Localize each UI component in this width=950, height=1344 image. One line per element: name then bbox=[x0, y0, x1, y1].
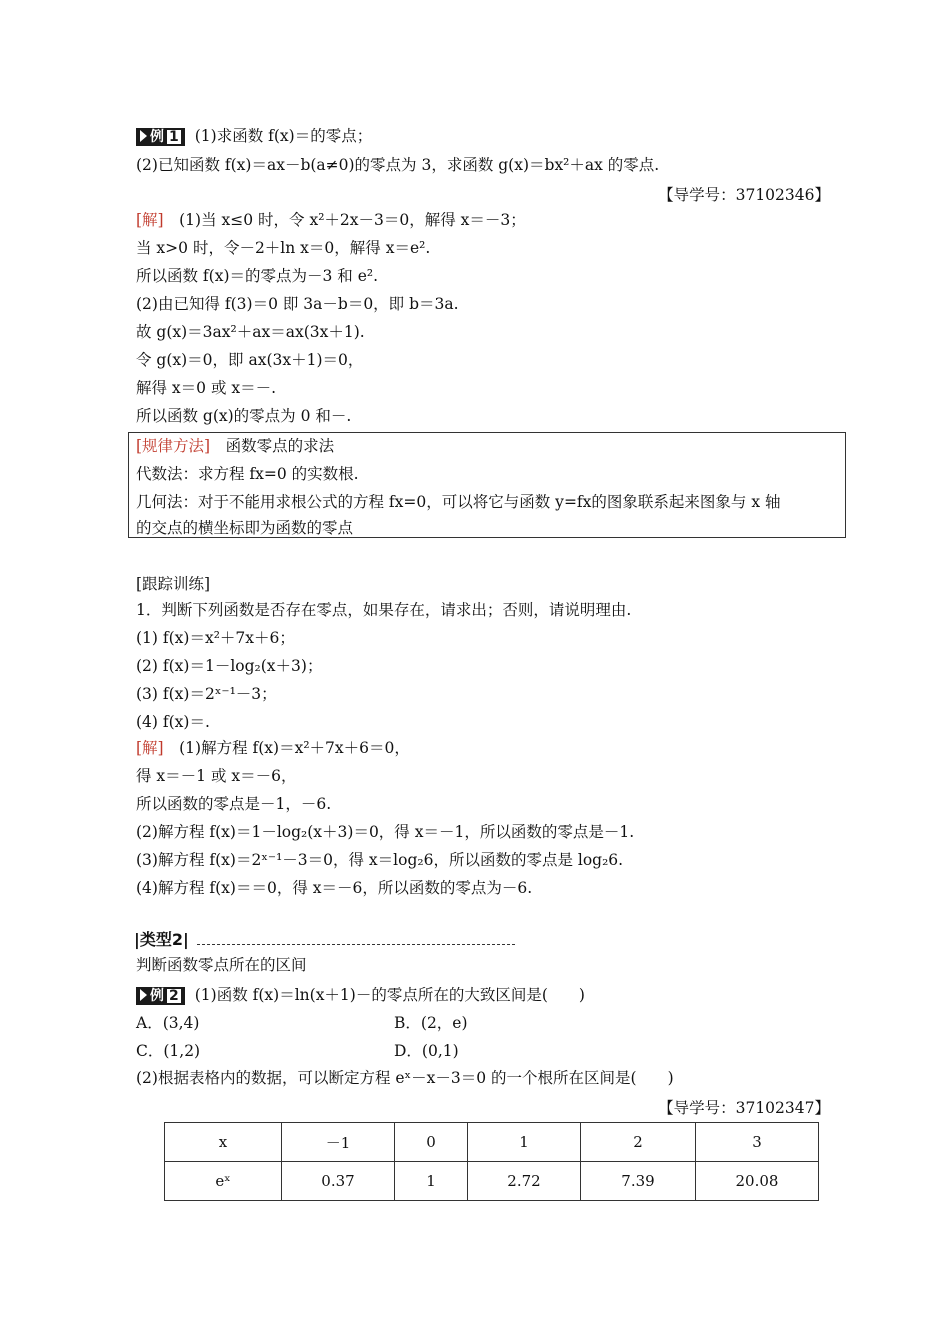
practice-solution-4: (2)解方程 f(x)＝1－log₂(x＋3)＝0，得 x＝－1，所以函数的零点是－1. bbox=[136, 823, 635, 841]
example-2-question-2: (2)根据表格内的数据，可以断定方程 eˣ－x－3＝0 的一个根所在区间是( ) bbox=[136, 1069, 674, 1087]
method-line-1: 代数法：求方程 fx=0 的实数根. bbox=[136, 465, 359, 483]
table-cell: －1 bbox=[282, 1123, 395, 1162]
table-cell: 2 bbox=[581, 1123, 696, 1162]
dashed-divider bbox=[197, 944, 515, 945]
solution-1-line-8: 所以函数 g(x)的零点为 0 和－. bbox=[136, 407, 352, 425]
practice-question: 1．判断下列函数是否存在零点，如果存在，请求出；否则，请说明理由. bbox=[136, 601, 632, 619]
table-cell: 0.37 bbox=[282, 1162, 395, 1201]
table-cell: 20.08 bbox=[696, 1162, 819, 1201]
data-table bbox=[164, 1122, 819, 1201]
practice-solution-2: 得 x＝－1 或 x＝－6， bbox=[136, 767, 297, 785]
practice-solution-3: 所以函数的零点是－1，－6. bbox=[136, 795, 332, 813]
table-cell: 0 bbox=[395, 1123, 468, 1162]
example-1-question-2: (2)已知函数 f(x)＝ax－b(a≠0)的零点为 3，求函数 g(x)＝bx²＋ax 的零点. bbox=[136, 156, 660, 174]
example-2-badge: 例 2 bbox=[136, 987, 185, 1005]
table-cell: 1 bbox=[468, 1123, 581, 1162]
practice-solution-6: (4)解方程 f(x)＝＝0，得 x＝－6，所以函数的零点为－6. bbox=[136, 879, 533, 897]
practice-item-1: (1) f(x)＝x²＋7x＋6； bbox=[136, 629, 295, 647]
practice-item-3: (3) f(x)＝2ˣ⁻¹－3； bbox=[136, 685, 277, 703]
table-cell: 7.39 bbox=[581, 1162, 696, 1201]
solution-1-line-7: 解得 x＝0 或 x＝－. bbox=[136, 379, 277, 397]
table-cell: 2.72 bbox=[468, 1162, 581, 1201]
solution-1-line-2: 当 x>0 时，令－2＋ln x＝0，解得 x＝e². bbox=[136, 239, 431, 257]
solution-1-line-6: 令 g(x)＝0，即 ax(3x＋1)＝0， bbox=[136, 351, 364, 369]
solution-1-line-5: 故 g(x)＝3ax²＋ax＝ax(3x＋1). bbox=[136, 323, 365, 341]
method-line-3: 的交点的横坐标即为函数的零点 bbox=[136, 519, 354, 537]
table-cell: 1 bbox=[395, 1162, 468, 1201]
option-c: C．(1,2) bbox=[136, 1042, 201, 1060]
triangle-icon bbox=[140, 989, 147, 1001]
solution-1-line-3: 所以函数 f(x)＝的零点为－3 和 e². bbox=[136, 267, 379, 285]
option-a: A．(3,4) bbox=[136, 1014, 200, 1032]
solution-1-line-1: [解] (1)当 x≤0 时，令 x²＋2x－3＝0，解得 x＝－3； bbox=[136, 211, 526, 229]
solution-1-line-4: (2)由已知得 f(3)＝0 即 3a－b＝0，即 b＝3a. bbox=[136, 295, 459, 313]
method-header: [规律方法] 函数零点的求法 bbox=[136, 437, 335, 455]
practice-item-4: (4) f(x)＝. bbox=[136, 713, 210, 731]
practice-heading: [跟踪训练] bbox=[136, 575, 211, 593]
practice-item-2: (2) f(x)＝1－log₂(x＋3)； bbox=[136, 657, 323, 675]
reference-number: 【导学号：37102346】 bbox=[658, 186, 830, 204]
option-b: B．(2，e) bbox=[394, 1014, 468, 1032]
practice-solution-1: [解] (1)解方程 f(x)＝x²＋7x＋6＝0， bbox=[136, 739, 410, 757]
example-1-badge: 例 1 bbox=[136, 128, 185, 146]
method-line-2: 几何法：对于不能用求根公式的方程 fx=0，可以将它与函数 y=fx的图象联系起来图象与 x 轴 bbox=[136, 493, 781, 511]
option-d: D．(0,1) bbox=[394, 1042, 459, 1060]
table-row bbox=[165, 1123, 819, 1162]
example-2-question-1: 例 2 (1)函数 f(x)＝ln(x＋1)－的零点所在的大致区间是( ) bbox=[136, 985, 585, 1005]
table-cell: 3 bbox=[696, 1123, 819, 1162]
reference-number-2: 【导学号：37102347】 bbox=[658, 1099, 830, 1117]
type-2-title: 判断函数零点所在的区间 bbox=[136, 956, 307, 974]
table-cell: x bbox=[165, 1123, 282, 1162]
type-2-label: |类型2| bbox=[134, 930, 189, 949]
triangle-icon bbox=[140, 130, 147, 142]
table-row bbox=[165, 1162, 819, 1201]
table-cell: eˣ bbox=[165, 1162, 282, 1201]
practice-solution-5: (3)解方程 f(x)＝2ˣ⁻¹－3＝0，得 x＝log₂6，所以函数的零点是 log₂6. bbox=[136, 851, 624, 869]
example-1-question-1: 例 1 (1)求函数 f(x)＝的零点； bbox=[136, 126, 372, 146]
